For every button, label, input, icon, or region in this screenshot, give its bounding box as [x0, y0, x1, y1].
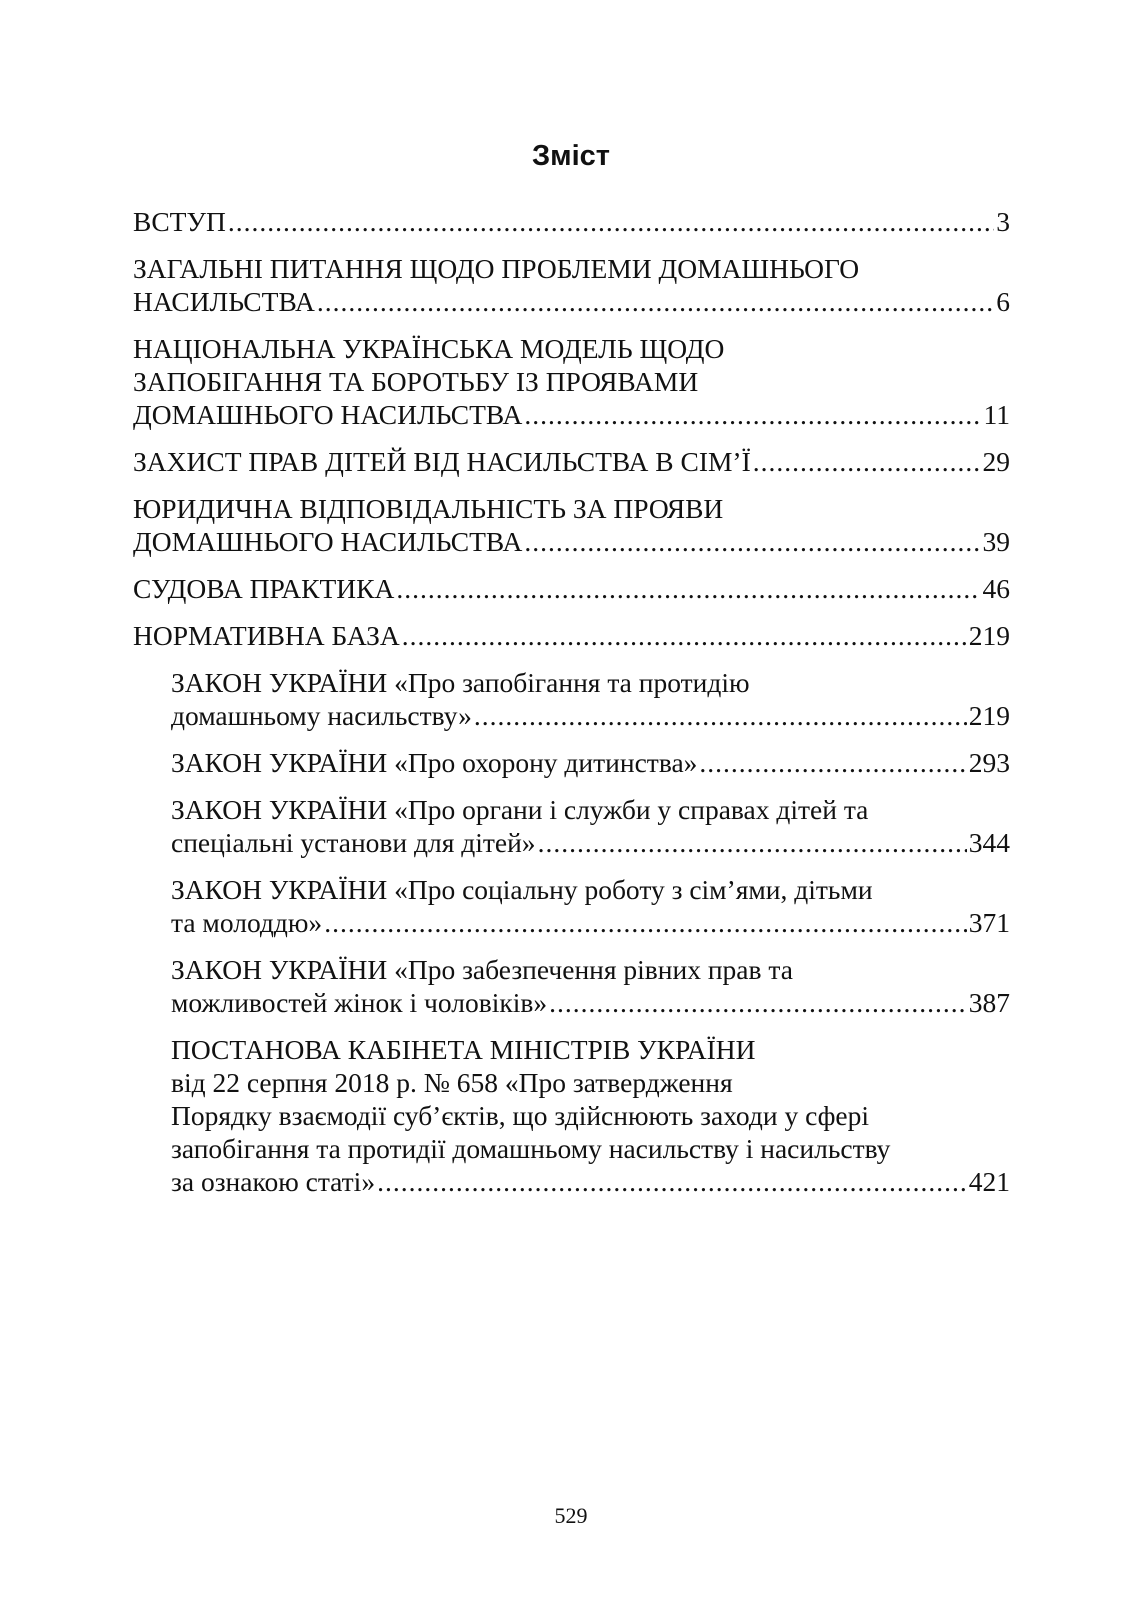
- toc-entry[interactable]: [171, 1033, 1010, 1198]
- toc-entry-title-line: Порядку взаємодії суб’єктів, що здійснюють заходи у сфері: [171, 1100, 870, 1131]
- toc-entry-page-number: 293: [968, 747, 1010, 778]
- toc-entry-title-line: ПОСТАНОВА КАБІНЕТА МІНІСТРІВ УКРАЇНИ: [171, 1034, 756, 1065]
- dot-leader: [317, 285, 994, 318]
- toc-entry-final-line: [133, 619, 1010, 652]
- toc-entry-final-line: [133, 572, 1010, 605]
- toc-entry[interactable]: [133, 205, 1010, 238]
- toc-entry-title-line: ЗАГАЛЬНІ ПИТАННЯ ЩОДО ПРОБЛЕМИ ДОМАШНЬОГО: [133, 253, 860, 284]
- toc-entry-final-line: [133, 398, 1010, 431]
- toc-entry-final-line: [171, 906, 1010, 939]
- toc-entry-title-line: ЗАКОН УКРАЇНИ «Про запобігання та протидію: [171, 667, 750, 698]
- toc-entry[interactable]: [171, 953, 1010, 1019]
- toc-entry-page-number: 387: [968, 987, 1010, 1018]
- dot-leader: [524, 525, 980, 558]
- toc-entry[interactable]: [133, 619, 1010, 652]
- toc-entry[interactable]: [133, 572, 1010, 605]
- toc-entry[interactable]: [171, 793, 1010, 859]
- toc-entry-title-line: домашньому насильству»: [171, 700, 472, 731]
- toc-entry-final-line: [133, 205, 1010, 238]
- toc-entry-page-number: 6: [996, 286, 1010, 317]
- toc-entry-title-line: НОРМАТИВНА БАЗА: [133, 620, 400, 651]
- toc-entry-title-line: ЮРИДИЧНА ВІДПОВІДАЛЬНІСТЬ ЗА ПРОЯВИ: [133, 493, 724, 524]
- toc-entry-final-line: [133, 525, 1010, 558]
- page-number: 529: [554, 1503, 588, 1528]
- toc-entry[interactable]: [171, 666, 1010, 732]
- toc-entry-title-line: від 22 серпня 2018 р. № 658 «Про затвердження: [171, 1067, 733, 1098]
- toc-entry[interactable]: [133, 445, 1010, 478]
- dot-leader: [228, 205, 994, 238]
- table-of-contents: [133, 205, 1010, 1212]
- toc-entry-title-line: ЗАХИСТ ПРАВ ДІТЕЙ ВІД НАСИЛЬСТВА В СІМ’Ї: [133, 446, 751, 477]
- toc-entry-title-line: ЗАКОН УКРАЇНИ «Про соціальну роботу з сім’ями, дітьми: [171, 874, 873, 905]
- dot-leader: [753, 445, 981, 478]
- toc-entry-page-number: 219: [968, 700, 1010, 731]
- toc-entry-title-line: СУДОВА ПРАКТИКА: [133, 573, 395, 604]
- page-title: Зміст: [531, 140, 610, 172]
- toc-entry-final-line: [171, 699, 1010, 732]
- toc-entry-page-number: 344: [968, 827, 1010, 858]
- toc-entry-title-line: можливостей жінок і чоловіків»: [171, 987, 548, 1018]
- dot-leader: [402, 619, 967, 652]
- toc-entry-title-line: ЗАКОН УКРАЇНИ «Про органи і служби у справах дітей та: [171, 794, 869, 825]
- dot-leader: [699, 746, 966, 779]
- toc-entry-page-number: 3: [996, 206, 1010, 237]
- toc-entry[interactable]: [171, 746, 1010, 779]
- toc-entry-final-line: [171, 826, 1010, 859]
- toc-entry-title-line: НАЦІОНАЛЬНА УКРАЇНСЬКА МОДЕЛЬ ЩОДО: [133, 333, 725, 364]
- dot-leader: [524, 398, 981, 431]
- toc-entry[interactable]: [133, 492, 1010, 558]
- dot-leader: [549, 986, 967, 1019]
- toc-entry-page-number: 29: [982, 446, 1010, 477]
- toc-entry[interactable]: [171, 873, 1010, 939]
- toc-entry-final-line: [133, 285, 1010, 318]
- dot-leader: [474, 699, 967, 732]
- toc-entry-final-line: [171, 1165, 1010, 1198]
- toc-entry-title-line: ЗАПОБІГАННЯ ТА БОРОТЬБУ ІЗ ПРОЯВАМИ: [133, 366, 699, 397]
- toc-entry-title-line: ДОМАШНЬОГО НАСИЛЬСТВА: [133, 399, 523, 430]
- toc-entry-title-line: запобігання та протидії домашньому насильству і насильству: [171, 1133, 891, 1164]
- toc-entry-page-number: 46: [982, 573, 1010, 604]
- toc-entry-page-number: 39: [982, 526, 1010, 557]
- dot-leader: [324, 906, 967, 939]
- toc-entry-title-line: за ознакою статі»: [171, 1166, 376, 1197]
- dot-leader: [377, 1165, 967, 1198]
- toc-entry-page-number: 371: [968, 907, 1010, 938]
- toc-entry-title-line: ЗАКОН УКРАЇНИ «Про забезпечення рівних прав та: [171, 954, 793, 985]
- toc-entry-page-number: 219: [968, 620, 1010, 651]
- toc-entry-final-line: [171, 986, 1010, 1019]
- toc-entry-page-number: 421: [968, 1166, 1010, 1197]
- toc-entry-title-line: НАСИЛЬСТВА: [133, 286, 315, 317]
- toc-entry-title-line: ВСТУП: [133, 206, 226, 237]
- dot-leader: [396, 572, 980, 605]
- dot-leader: [538, 826, 967, 859]
- toc-entry[interactable]: [133, 332, 1010, 431]
- toc-entry[interactable]: [133, 252, 1010, 318]
- toc-entry-title-line: ЗАКОН УКРАЇНИ «Про охорону дитинства»: [171, 747, 698, 778]
- toc-entry-title-line: спеціальні установи для дітей»: [171, 827, 536, 858]
- toc-entry-final-line: [171, 746, 1010, 779]
- toc-entry-title-line: та молоддю»: [171, 907, 323, 938]
- toc-entry-title-line: ДОМАШНЬОГО НАСИЛЬСТВА: [133, 526, 523, 557]
- toc-entry-page-number: 11: [983, 399, 1010, 430]
- toc-entry-final-line: [133, 445, 1010, 478]
